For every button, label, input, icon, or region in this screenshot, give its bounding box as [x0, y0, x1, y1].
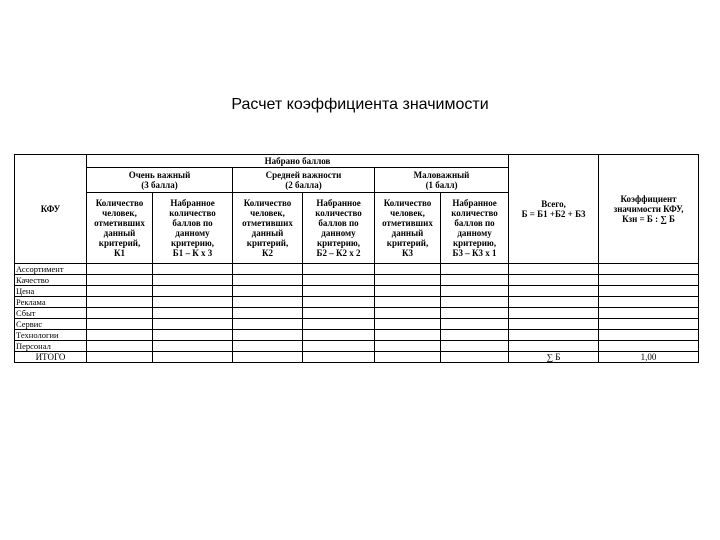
total-coef-cell: 1,00	[599, 352, 699, 363]
table-row	[15, 330, 699, 341]
table-row	[15, 308, 699, 319]
significance-table	[14, 154, 699, 363]
table-row	[15, 275, 699, 286]
row-label-advertising: Реклама	[15, 297, 87, 308]
coef-header: Коэффициент значимости КФУ, Кзн = Б : ∑ Б	[599, 155, 699, 264]
row-label-sales: Сбыт	[15, 308, 87, 319]
total-row-label: ИТОГО	[15, 352, 87, 363]
table-row	[15, 264, 699, 275]
subheader-b3: Набранное количество баллов по данному критерию, Б3 – К3 х 1	[441, 193, 509, 264]
subheader-k2: Количество человек, отметивших данный критерий, К2	[233, 193, 303, 264]
page-title: Расчет коэффициента значимости	[231, 96, 489, 113]
top-header: Набрано баллов	[87, 155, 509, 168]
group-header-minor: Маловажный (1 балл)	[375, 168, 509, 193]
total-row	[15, 352, 699, 363]
row-label-price: Цена	[15, 286, 87, 297]
table-row	[15, 286, 699, 297]
subheader-b1: Набранное количество баллов по данному критерию, Б1 – К х 3	[153, 193, 233, 264]
row-label-technology: Технологии	[15, 330, 87, 341]
total-sum-cell: ∑ Б	[509, 352, 599, 363]
table-row	[15, 297, 699, 308]
row-label-service: Сервис	[15, 319, 87, 330]
table-row	[15, 319, 699, 330]
kfu-header: КФУ	[15, 155, 87, 264]
total-header: Всего, Б = Б1 +Б2 + Б3	[509, 155, 599, 264]
subheader-k3: Количество человек, отметивших данный критерий, К3	[375, 193, 441, 264]
subheader-k1: Количество человек, отметивших данный критерий, К1	[87, 193, 153, 264]
row-label-personnel: Персонал	[15, 341, 87, 352]
table-row	[15, 341, 699, 352]
subheader-b2: Набранное количество баллов по данному критерию, Б2 – К2 х 2	[303, 193, 375, 264]
row-label-quality: Качество	[15, 275, 87, 286]
group-header-medium: Средней важности (2 балла)	[233, 168, 375, 193]
row-label-assortment: Ассортимент	[15, 264, 87, 275]
group-header-very-important: Очень важный (3 балла)	[87, 168, 233, 193]
